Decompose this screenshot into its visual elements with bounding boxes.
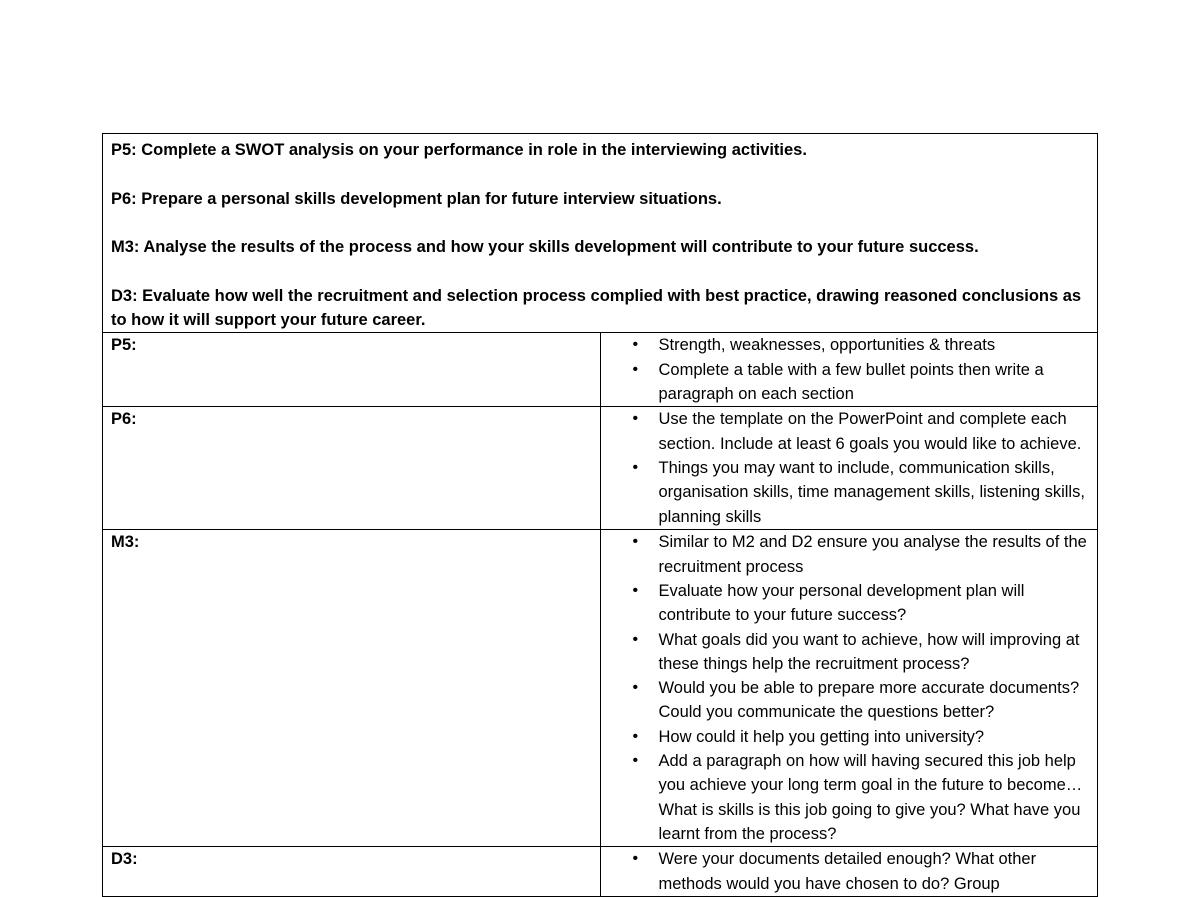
criterion-p5-text: P5: Complete a SWOT analysis on your performance in role in the interviewing activities. [111, 141, 807, 159]
bullet-list [601, 530, 1088, 846]
table-row [103, 530, 1098, 847]
list-item: • Strength, weaknesses, opportunities & threats [601, 333, 1088, 357]
list-item: • Were your documents detailed enough? What other methods would you have chosen to do? Group [601, 847, 1088, 896]
list-item: • Similar to M2 and D2 ensure you analyse the results of the recruitment process [601, 530, 1088, 579]
list-item: • Evaluate how your personal development plan will contribute to your future success? [601, 579, 1088, 628]
criteria-header-cell [103, 134, 1098, 333]
table-row [103, 407, 1098, 530]
row-content-d3 [600, 847, 1098, 897]
row-content-p5 [600, 333, 1098, 407]
table-row [103, 847, 1098, 897]
list-item: • Use the template on the PowerPoint and complete each section. Include at least 6 goals you would like to achieve. [601, 407, 1088, 456]
list-item: • Would you be able to prepare more accurate documents? Could you communicate the questions better? [601, 676, 1088, 725]
bullet-list [601, 407, 1088, 528]
bullet-list [601, 333, 1088, 406]
table-row [103, 333, 1098, 407]
criteria-header-row [103, 134, 1098, 333]
row-label-d3: D3: [103, 847, 601, 897]
criterion-d3-text: D3: Evaluate how well the recruitment and selection process complied with best practice, drawing reasoned conclusions as to how it will support your future career. [111, 286, 1082, 330]
list-item: • Complete a table with a few bullet points then write a paragraph on each section [601, 358, 1088, 407]
list-item: • Add a paragraph on how will having secured this job help you achieve your long term goal in the future to become…What is skills is this job going to give you? What have you learnt from the process? [601, 749, 1088, 846]
row-label-m3: M3: [103, 530, 601, 847]
row-content-p6 [600, 407, 1098, 530]
list-item: • How could it help you getting into university? [601, 725, 1088, 749]
criteria-table [102, 133, 1098, 897]
row-label-p6: P6: [103, 407, 601, 530]
list-item: • Things you may want to include, communication skills, organisation skills, time management skills, listening skills, planning skills [601, 456, 1088, 529]
row-content-m3 [600, 530, 1098, 847]
criterion-p6-text: P6: Prepare a personal skills development plan for future interview situations. [111, 189, 722, 208]
row-label-p5: P5: [103, 333, 601, 407]
bullet-list [601, 847, 1088, 896]
list-item: • What goals did you want to achieve, how will improving at these things help the recruitment process? [601, 628, 1088, 677]
criterion-m3-text: M3: Analyse the results of the process and how your skills development will contribute to your future success. [111, 238, 979, 257]
